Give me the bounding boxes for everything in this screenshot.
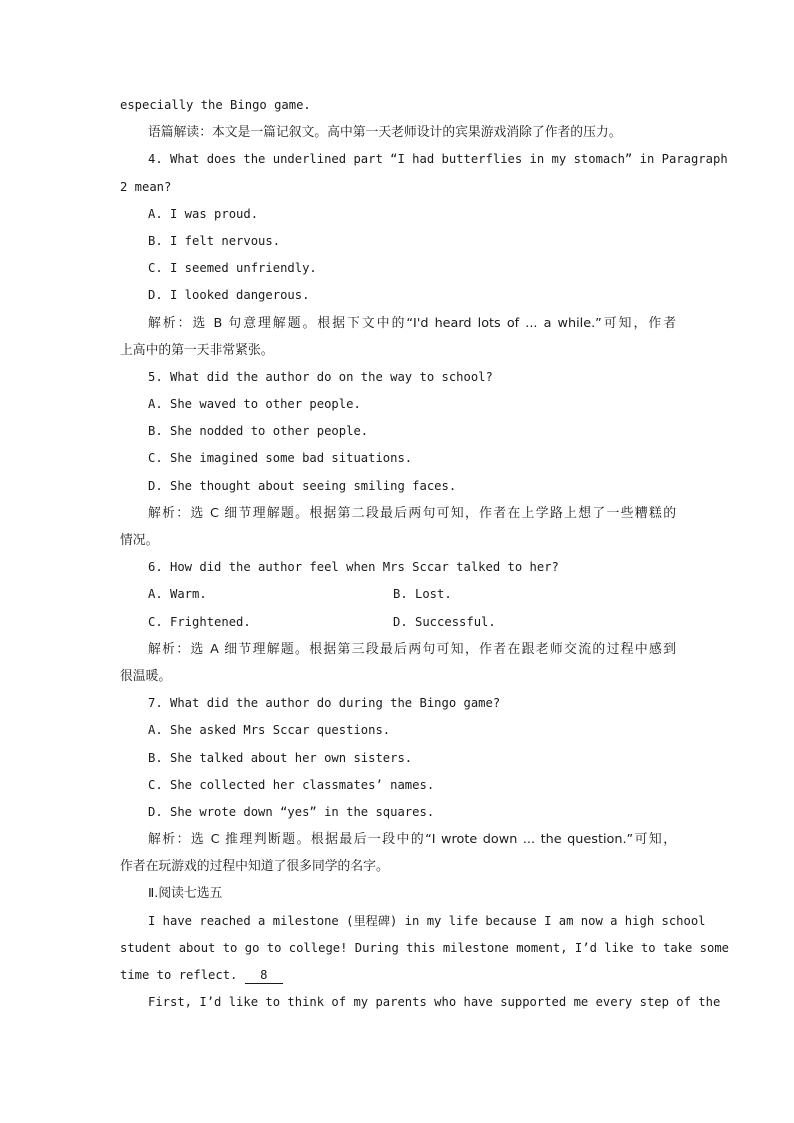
answer-analysis-4: 解析：选 B 句意理解题。根据下文中的“I'd heard lots of ... a while.”可知，作者	[148, 315, 676, 331]
option-b: B. She talked about her own sisters.	[148, 750, 413, 765]
passage-text: time to reflect.	[120, 968, 238, 982]
text-line: especially the Bingo game.	[120, 98, 311, 112]
option-a: A. Warm.	[148, 587, 207, 602]
document-page	[120, 92, 730, 1016]
option-b: B. She nodded to other people.	[148, 424, 369, 439]
question-5: 5. What did the author do on the way to school?	[148, 369, 493, 384]
option-a: A. She waved to other people.	[148, 397, 361, 412]
passage-line: I have reached a milestone (里程碑) in my life because I am now a high school	[148, 913, 706, 928]
question-4: 4. What does the underlined part “I had butterflies in my stomach” in Paragraph	[148, 152, 728, 167]
option-c: C. I seemed unfriendly.	[148, 261, 317, 276]
answer-analysis-4-continued: 上高中的第一天非常紧张。	[120, 342, 274, 358]
answer-analysis-7-continued: 作者在玩游戏的过程中知道了很多同学的名字。	[120, 859, 389, 875]
passage-summary: 语篇解读：本文是一篇记叙文。高中第一天老师设计的宾果游戏消除了作者的压力。	[148, 125, 622, 141]
answer-analysis-7: 解析：选 C 推理判断题。根据最后一段中的“I wrote down ... the question.”可知，	[148, 832, 676, 848]
answer-analysis-6-continued: 很温暖。	[120, 668, 172, 684]
passage-line	[120, 962, 676, 989]
option-b: B. I felt nervous.	[148, 233, 281, 248]
option-d: D. She thought about seeing smiling faces.	[148, 478, 457, 493]
question-6: 6. How did the author feel when Mrs Sccar talked to her?	[148, 560, 559, 575]
passage-line: student about to go to college! During this milestone moment, I’d like to take some	[120, 940, 730, 955]
answer-blank: 8	[245, 967, 283, 984]
option-d: D. Successful.	[393, 614, 496, 629]
option-c: C. She collected her classmates’ names.	[148, 777, 435, 792]
section-title: Ⅱ.阅读七选五	[148, 886, 223, 902]
option-c: C. She imagined some bad situations.	[148, 451, 413, 466]
answer-analysis-5-continued: 情况。	[120, 533, 159, 548]
option-c: C. Frightened.	[148, 614, 251, 629]
option-b: B. Lost.	[393, 587, 452, 602]
option-d: D. I looked dangerous.	[148, 288, 310, 303]
option-a: A. She asked Mrs Sccar questions.	[148, 723, 391, 738]
question-7: 7. What did the author do during the Bingo game?	[148, 696, 501, 711]
answer-analysis-5: 解析：选 C 细节理解题。根据第二段最后两句可知，作者在上学路上想了一些糟糕的	[148, 505, 676, 521]
option-row	[120, 609, 676, 636]
passage-line: First, I’d like to think of my parents who have supported me every step of the	[148, 995, 721, 1010]
option-row	[120, 581, 676, 608]
question-4-continued: 2 mean?	[120, 179, 172, 194]
option-d: D. She wrote down “yes” in the squares.	[148, 804, 435, 819]
answer-analysis-6: 解析：选 A 细节理解题。根据第三段最后两句可知，作者在跟老师交流的过程中感到	[148, 641, 676, 657]
option-a: A. I was proud.	[148, 206, 259, 221]
